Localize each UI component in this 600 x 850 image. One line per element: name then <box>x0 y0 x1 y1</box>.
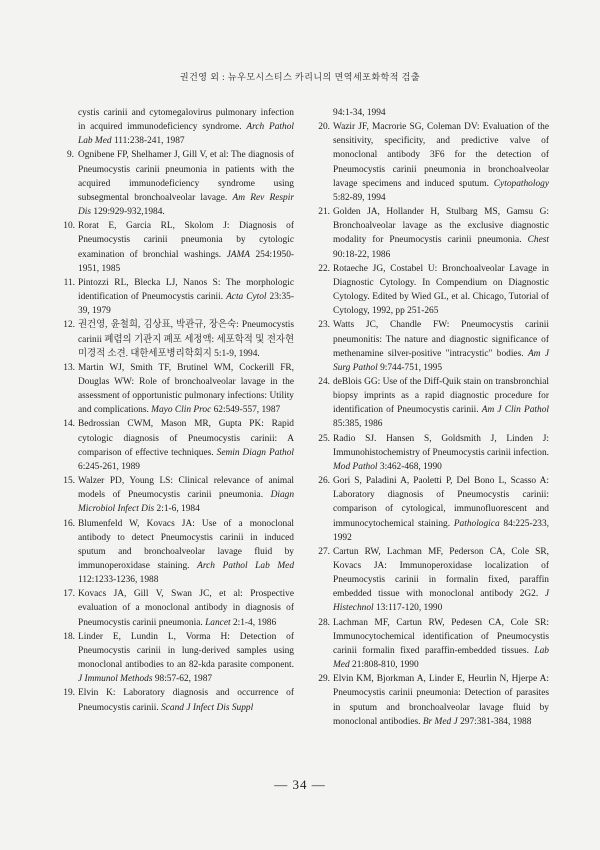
reference-text: Lachman MF, Cartun RW, Pedesen CA, Cole SR: Immunocytochemical identification of Pneumocystis carinii formalin fixed paraffin-embedded tissues. <box>333 617 549 656</box>
reference-journal: JAMA <box>226 249 251 260</box>
reference-text: 94:1-34, 1994 <box>333 108 386 118</box>
reference-entry <box>62 106 294 148</box>
reference-text: deBlois GG: Use of the Diff-Quik stain on transbronchial biopsy imprints as a rapid diagnostic procedure for identification of Pneumocystis carinii. <box>333 376 549 416</box>
reference-number: 25. <box>318 433 330 444</box>
reference-journal: Am J Clin Pathol <box>481 405 549 416</box>
reference-citation: 85:385, 1986 <box>333 419 383 430</box>
reference-journal: Mod Pathol <box>333 461 378 472</box>
reference-number: 17. <box>63 589 75 600</box>
reference-text: Rotaeche JG, Costabel U: Bronchoalveolar Lavage in Diagnostic Cytology. In Compendium on Diagnostic Cytology. Edited by Wied GL, et al. Chicago, Tutorial of Cytology, 1992, pp 251-265 <box>333 263 549 317</box>
reference-number: 21. <box>318 207 330 218</box>
reference-journal: Arch Pathol Lab Med <box>78 122 295 147</box>
reference-entry <box>317 262 549 319</box>
reference-journal: Arch Pathol Lab Med <box>197 561 295 571</box>
reference-number: 26. <box>318 476 330 487</box>
reference-journal: Mayo Clin Proc <box>151 405 212 416</box>
reference-citation: 98:57-62, 1987 <box>152 674 213 685</box>
reference-journal: Lancet <box>205 617 231 628</box>
reference-number: 15. <box>63 476 75 487</box>
reference-entry <box>317 545 549 616</box>
reference-citation: 2:1-4, 1986 <box>230 617 277 628</box>
reference-entry <box>62 318 294 360</box>
reference-entry <box>317 375 549 432</box>
reference-text: Martin WJ, Smith TF, Brutinel WM, Cockerill FR, Douglas WW: Role of bronchoalveolar lavage in the assessment of opportunistic pulmonary infections: Utility and complications. <box>78 362 294 416</box>
reference-number: 23. <box>318 320 330 331</box>
reference-entry <box>62 148 294 219</box>
reference-number: 14. <box>63 419 75 430</box>
reference-citation: 13:117-120, 1990 <box>373 603 443 614</box>
reference-number: 18. <box>63 631 75 642</box>
reference-text: Radio SJ. Hansen S, Goldsmith J, Linden J: Immunohistochemistry of Pneumocystis carinii infection. <box>333 433 549 458</box>
reference-journal: Pathologica <box>453 518 500 529</box>
reference-entry <box>62 517 294 588</box>
reference-text: Rorat E, Garcia RL, Skolom J: Diagnosis of Pneumocystis carinii pneumonia by cytologic examination of bronchial washings. <box>78 221 294 260</box>
reference-number: 16. <box>63 518 75 529</box>
reference-entry <box>62 474 294 516</box>
reference-citation: 3:462-468, 1990 <box>377 461 442 472</box>
reference-citation: 21:808-810, 1990 <box>349 660 419 671</box>
reference-citation: 90:18-22, 1986 <box>333 249 391 260</box>
reference-journal: Br Med J <box>422 716 458 727</box>
reference-citation: 254:1950-1951, 1985 <box>78 249 294 274</box>
reference-entry <box>62 686 294 714</box>
reference-text: 권건영, 윤철희, 김상표, 박관규, 장은숙: Pneumocystis carinii 폐렴의 기관지 폐포 세정액: 세포학적 및 전자현미경적 소견. 대한세포병리학회지 5:1-9, 1994. <box>78 320 294 359</box>
reference-number: 12. <box>63 320 75 331</box>
reference-citation: 129:929-932,1984. <box>91 207 165 218</box>
reference-text: Kovacs JA, Gill V, Swan JC, et al: Prospective evaluation of a monoclonal antibody in diagnosis of Pneumocystis carinii pneumonia. <box>78 589 294 628</box>
running-header: 권건영 외 : 뉴우모시스티스 카리니의 면역세포화학적 검출 <box>179 72 421 82</box>
reference-text: Walzer PD, Young LS: Clinical relevance of animal models of Pneumocystis carinii pneumonia. <box>78 476 294 501</box>
reference-citation: 297:381-384, 1988 <box>457 716 532 727</box>
reference-journal: Diagn Microbiol Infect Dis <box>78 490 294 515</box>
reference-text: Gori S, Paladini A, Paoletti P, Del Bono L, Scasso A: Laboratory diagnosis of Pneumocystis carinii: comparison of cytological, immunofluorescent and immunocytochemical staining. <box>333 476 549 529</box>
reference-citation: 5:82-89, 1994 <box>333 192 386 203</box>
reference-text: Watts JC, Chandle FW: Pneumocystis carinii pneumonitis: The nature and diagnostic significance of methenamine silver-positive "intracystic" bodies. <box>333 320 549 359</box>
reference-journal: Am Rev Respir Dis <box>78 192 294 218</box>
reference-citation: 6:245-261, 1989 <box>78 461 140 472</box>
reference-journal: Lab Med <box>333 645 549 671</box>
reference-number: 10. <box>63 221 75 232</box>
reference-citation: 112:1233-1236, 1988 <box>78 575 159 586</box>
reference-journal: Semin Diagn Pathol <box>216 447 294 458</box>
reference-journal: Acta Cytol <box>226 292 267 303</box>
reference-citation: 84:225-233, 1992 <box>333 518 549 543</box>
reference-entry <box>62 361 294 418</box>
reference-number: 24. <box>318 376 330 387</box>
reference-journal: J Immunol Methods <box>78 674 153 685</box>
reference-text: Bedrossian CWM, Mason MR, Gupta PK: Rapid cytologic diagnosis of Pneumocystis carinii: A comparison of effective techniques. <box>78 419 294 458</box>
reference-text: Elvin KM, Bjorkman A, Linder E, Heurlin N, Hjerpe A: Pneumocystis carinii pneumonia: Detection of parasites in sputum and bronchoalveolar lavage fluid by monoclonal antibodies. <box>333 674 549 727</box>
reference-entry <box>317 318 549 375</box>
reference-number: 13. <box>63 362 75 373</box>
reference-text: Blumenfeld W, Kovacs JA: Use of a monoclonal antibody to detect Pneumocystis carinii in induced sputum and bronchoalveolar lavage fluid by immunoperoxidase staining. <box>78 518 294 571</box>
reference-number: 9. <box>66 150 74 161</box>
reference-citation: 23:35-39, 1979 <box>78 292 294 317</box>
reference-entry <box>317 672 549 729</box>
reference-number: 19. <box>63 688 75 699</box>
reference-journal: Chest <box>527 235 549 246</box>
reference-entry <box>62 630 294 687</box>
page-number: — 34 — <box>274 777 326 792</box>
reference-entry <box>317 616 549 673</box>
reference-text: Golden JA, Hollander H, Stulbarg MS, Gamsu G: Bronchoalveolar lavage as the exclusive diagnostic modality for Pneumocystis carinii pneumonia. <box>333 207 549 246</box>
reference-citation: 9:744-751, 1995 <box>377 362 443 373</box>
reference-entry <box>62 276 294 318</box>
reference-text: Elvin K: Laboratory diagnosis and occurrence of Pneumocystis carinii. <box>78 688 294 713</box>
reference-entry <box>317 205 549 262</box>
reference-entry <box>317 432 549 474</box>
reference-text: cystis carinii and cytomegalovirus pulmonary infection in acquired immunodeficiency syndrome. <box>78 108 294 133</box>
reference-number: 20. <box>318 122 330 133</box>
reference-entry <box>62 417 294 474</box>
reference-journal: Scand J Infect Dis Suppl <box>161 702 254 713</box>
reference-number: 28. <box>318 617 330 628</box>
reference-number: 11. <box>63 277 75 288</box>
reference-text: Cartun RW, Lachman MF, Pederson CA, Cole SR, Kovacs JA: Immunoperoxidase localization of Pneumocystis carinii in formalin fixed, paraffin embedded tissue with monoclonal antibody 2G2. <box>333 546 549 600</box>
reference-number: 22. <box>318 263 330 274</box>
reference-entry <box>317 106 549 120</box>
reference-entry <box>62 587 294 629</box>
reference-entry <box>317 474 549 545</box>
reference-entry <box>62 219 294 276</box>
reference-journal: Am J Surg Pathol <box>333 348 549 373</box>
reference-citation: 111:238-241, 1987 <box>111 136 185 147</box>
reference-text: Linder E, Lundin L, Vorma H: Detection of Pneumocystis carinii in lung-derived samples using monoclonal antibodies to an 82-kda parasite component. <box>78 631 294 671</box>
reference-text: Pintozzi RL, Blecka LJ, Nanos S: The morphologic identification of Pneumocystis carinii. <box>78 277 294 303</box>
reference-journal: Cytopathology <box>493 178 549 189</box>
reference-text: Ognibene FP, Shelhamer J, Gill V, et al: The diagnosis of Pneumocystis carinii pneumonia in patients with the acquired immunodeficiency syndrome using subsegmental bronchoalveolar lavage. <box>78 150 294 203</box>
reference-number: 29. <box>318 674 330 685</box>
reference-number: 27. <box>318 546 330 557</box>
references-left-column <box>62 106 294 715</box>
reference-entry <box>317 120 549 205</box>
reference-citation: 62:549-557, 1987 <box>211 405 281 416</box>
references-right-column <box>317 106 549 729</box>
reference-citation: 2:1-6, 1984 <box>154 504 200 515</box>
reference-text: Wazir JF, Macrorie SG, Coleman DV: Evaluation of the sensitivity, specificity, and predictive valve of monoclonal antibody 3F6 for the detection of Pneumocystis carinii pneumonia in bronchoalveolar lavage specimens and induced sputum. <box>333 122 549 189</box>
reference-journal: J Histechnol <box>333 589 549 614</box>
